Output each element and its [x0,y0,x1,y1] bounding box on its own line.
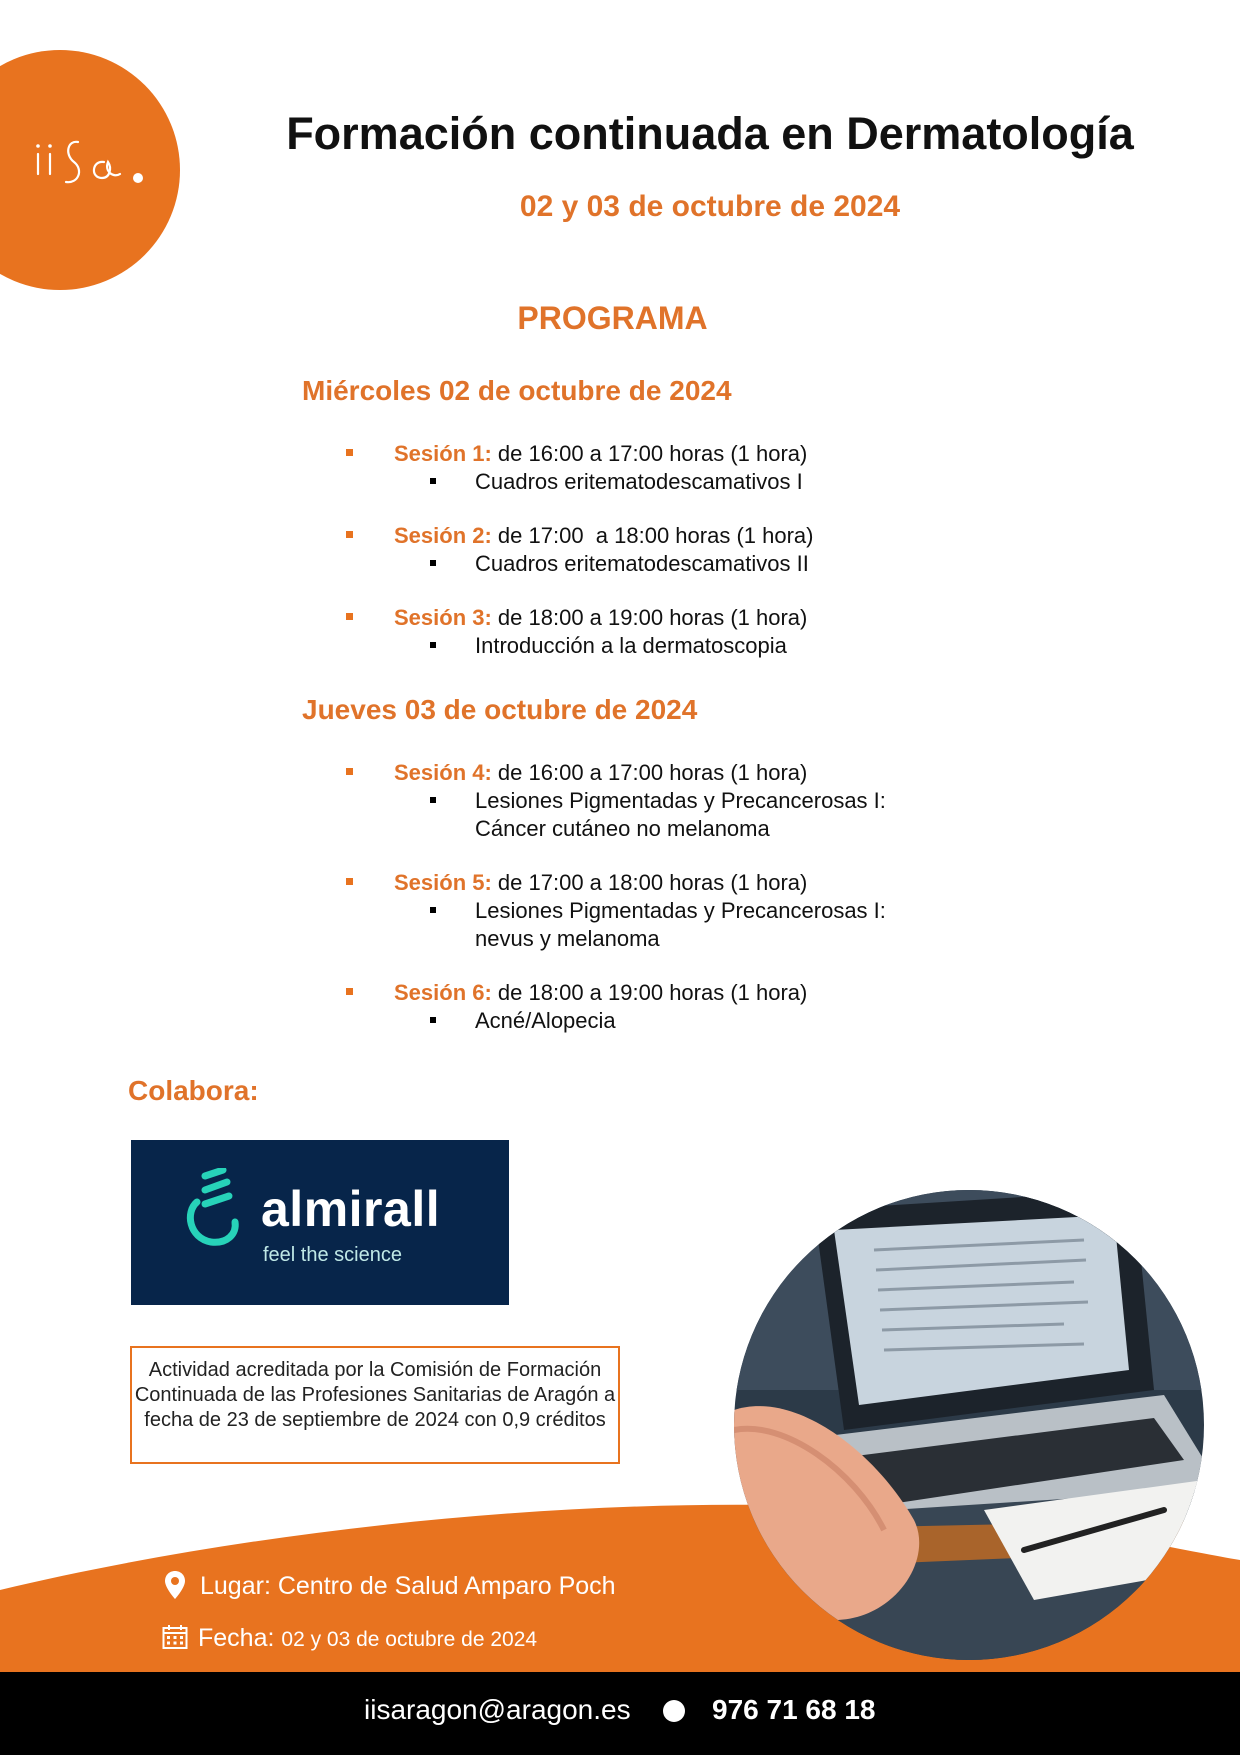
accreditation-box: Actividad acreditada por la Comisión de Formación Continuada de las Profesiones Sanitarias de Aragón a fecha de 23 de septiembre de 2024 con 0,9 créditos [130,1346,620,1464]
contact-footer [0,1672,1240,1755]
venue-place-value: Centro de Salud Amparo Poch [277,1572,616,1600]
sub-bullet-icon [430,797,436,803]
sub-bullet-icon [430,907,436,913]
session-topic: Lesiones Pigmentadas y Precancerosas I: Cáncer cutáneo no melanoma [475,788,886,841]
bullet-icon [346,878,353,885]
venue-place [200,1572,616,1601]
bullet-icon [346,988,353,995]
day-title-1: Miércoles 02 de octubre de 2024 [302,375,732,406]
event-dates: 02 y 03 de octubre de 2024 [519,190,901,223]
bullet-icon [346,613,353,620]
dot-separator-icon [663,1700,685,1722]
session-topic: Cuadros eritematodescamativos II [475,551,809,576]
session-topic: Acné/Alopecia [475,1008,616,1033]
sub-bullet-icon [430,642,436,648]
session-time: de 18:00 a 19:00 horas (1 hora) [491,980,808,1005]
session-time: de 17:00 a 18:00 horas (1 hora) [491,870,808,895]
session-topic: Lesiones Pigmentadas y Precancerosas I: nevus y melanoma [475,898,886,951]
contact-email[interactable]: iisaragon@aragon.es [364,1694,631,1725]
contact-phone[interactable]: 976 71 68 18 [712,1694,876,1725]
session-time: de 17:00 a 18:00 horas (1 hora) [491,523,814,548]
laptop-photo [734,1190,1204,1660]
sponsor-tagline: feel the science [263,1244,402,1266]
sub-bullet-icon [430,1017,436,1023]
session-label: Sesión 1: [394,441,492,466]
sub-bullet-icon [430,560,436,566]
day-title-2: Jueves 03 de octubre de 2024 [302,694,698,725]
session-topic: Cuadros eritematodescamativos I [475,469,803,494]
bullet-icon [346,531,353,538]
session-time: de 18:00 a 19:00 horas (1 hora) [491,605,808,630]
sub-bullet-icon [430,478,436,484]
iisa-logo-icon [30,132,160,192]
venue-date-label: Fecha: [198,1624,275,1652]
session-label: Sesión 5: [394,870,492,895]
venue-date-value: 02 y 03 de octubre de 2024 [281,1628,538,1651]
sponsor-name: almirall [261,1181,441,1237]
program-heading: PROGRAMA [517,300,708,336]
calendar-icon [162,1624,188,1650]
page-title: Formación continuada en Dermatología [286,108,1134,159]
session-label: Sesión 6: [394,980,492,1005]
session-label: Sesión 4: [394,760,492,785]
sponsor-logo [131,1140,509,1305]
collaborator-heading: Colabora: [128,1075,259,1106]
location-pin-icon [164,1570,186,1600]
session-time: de 16:00 a 17:00 horas (1 hora) [491,760,808,785]
session-label: Sesión 2: [394,523,492,548]
session-topic: Introducción a la dermatoscopia [475,633,787,658]
venue-place-label: Lugar: [200,1572,271,1600]
session-time: de 16:00 a 17:00 horas (1 hora) [491,441,808,466]
bullet-icon [346,449,353,456]
venue-date [198,1624,537,1653]
almirall-logo-icon [183,1168,243,1252]
session-label: Sesión 3: [394,605,492,630]
bullet-icon [346,768,353,775]
